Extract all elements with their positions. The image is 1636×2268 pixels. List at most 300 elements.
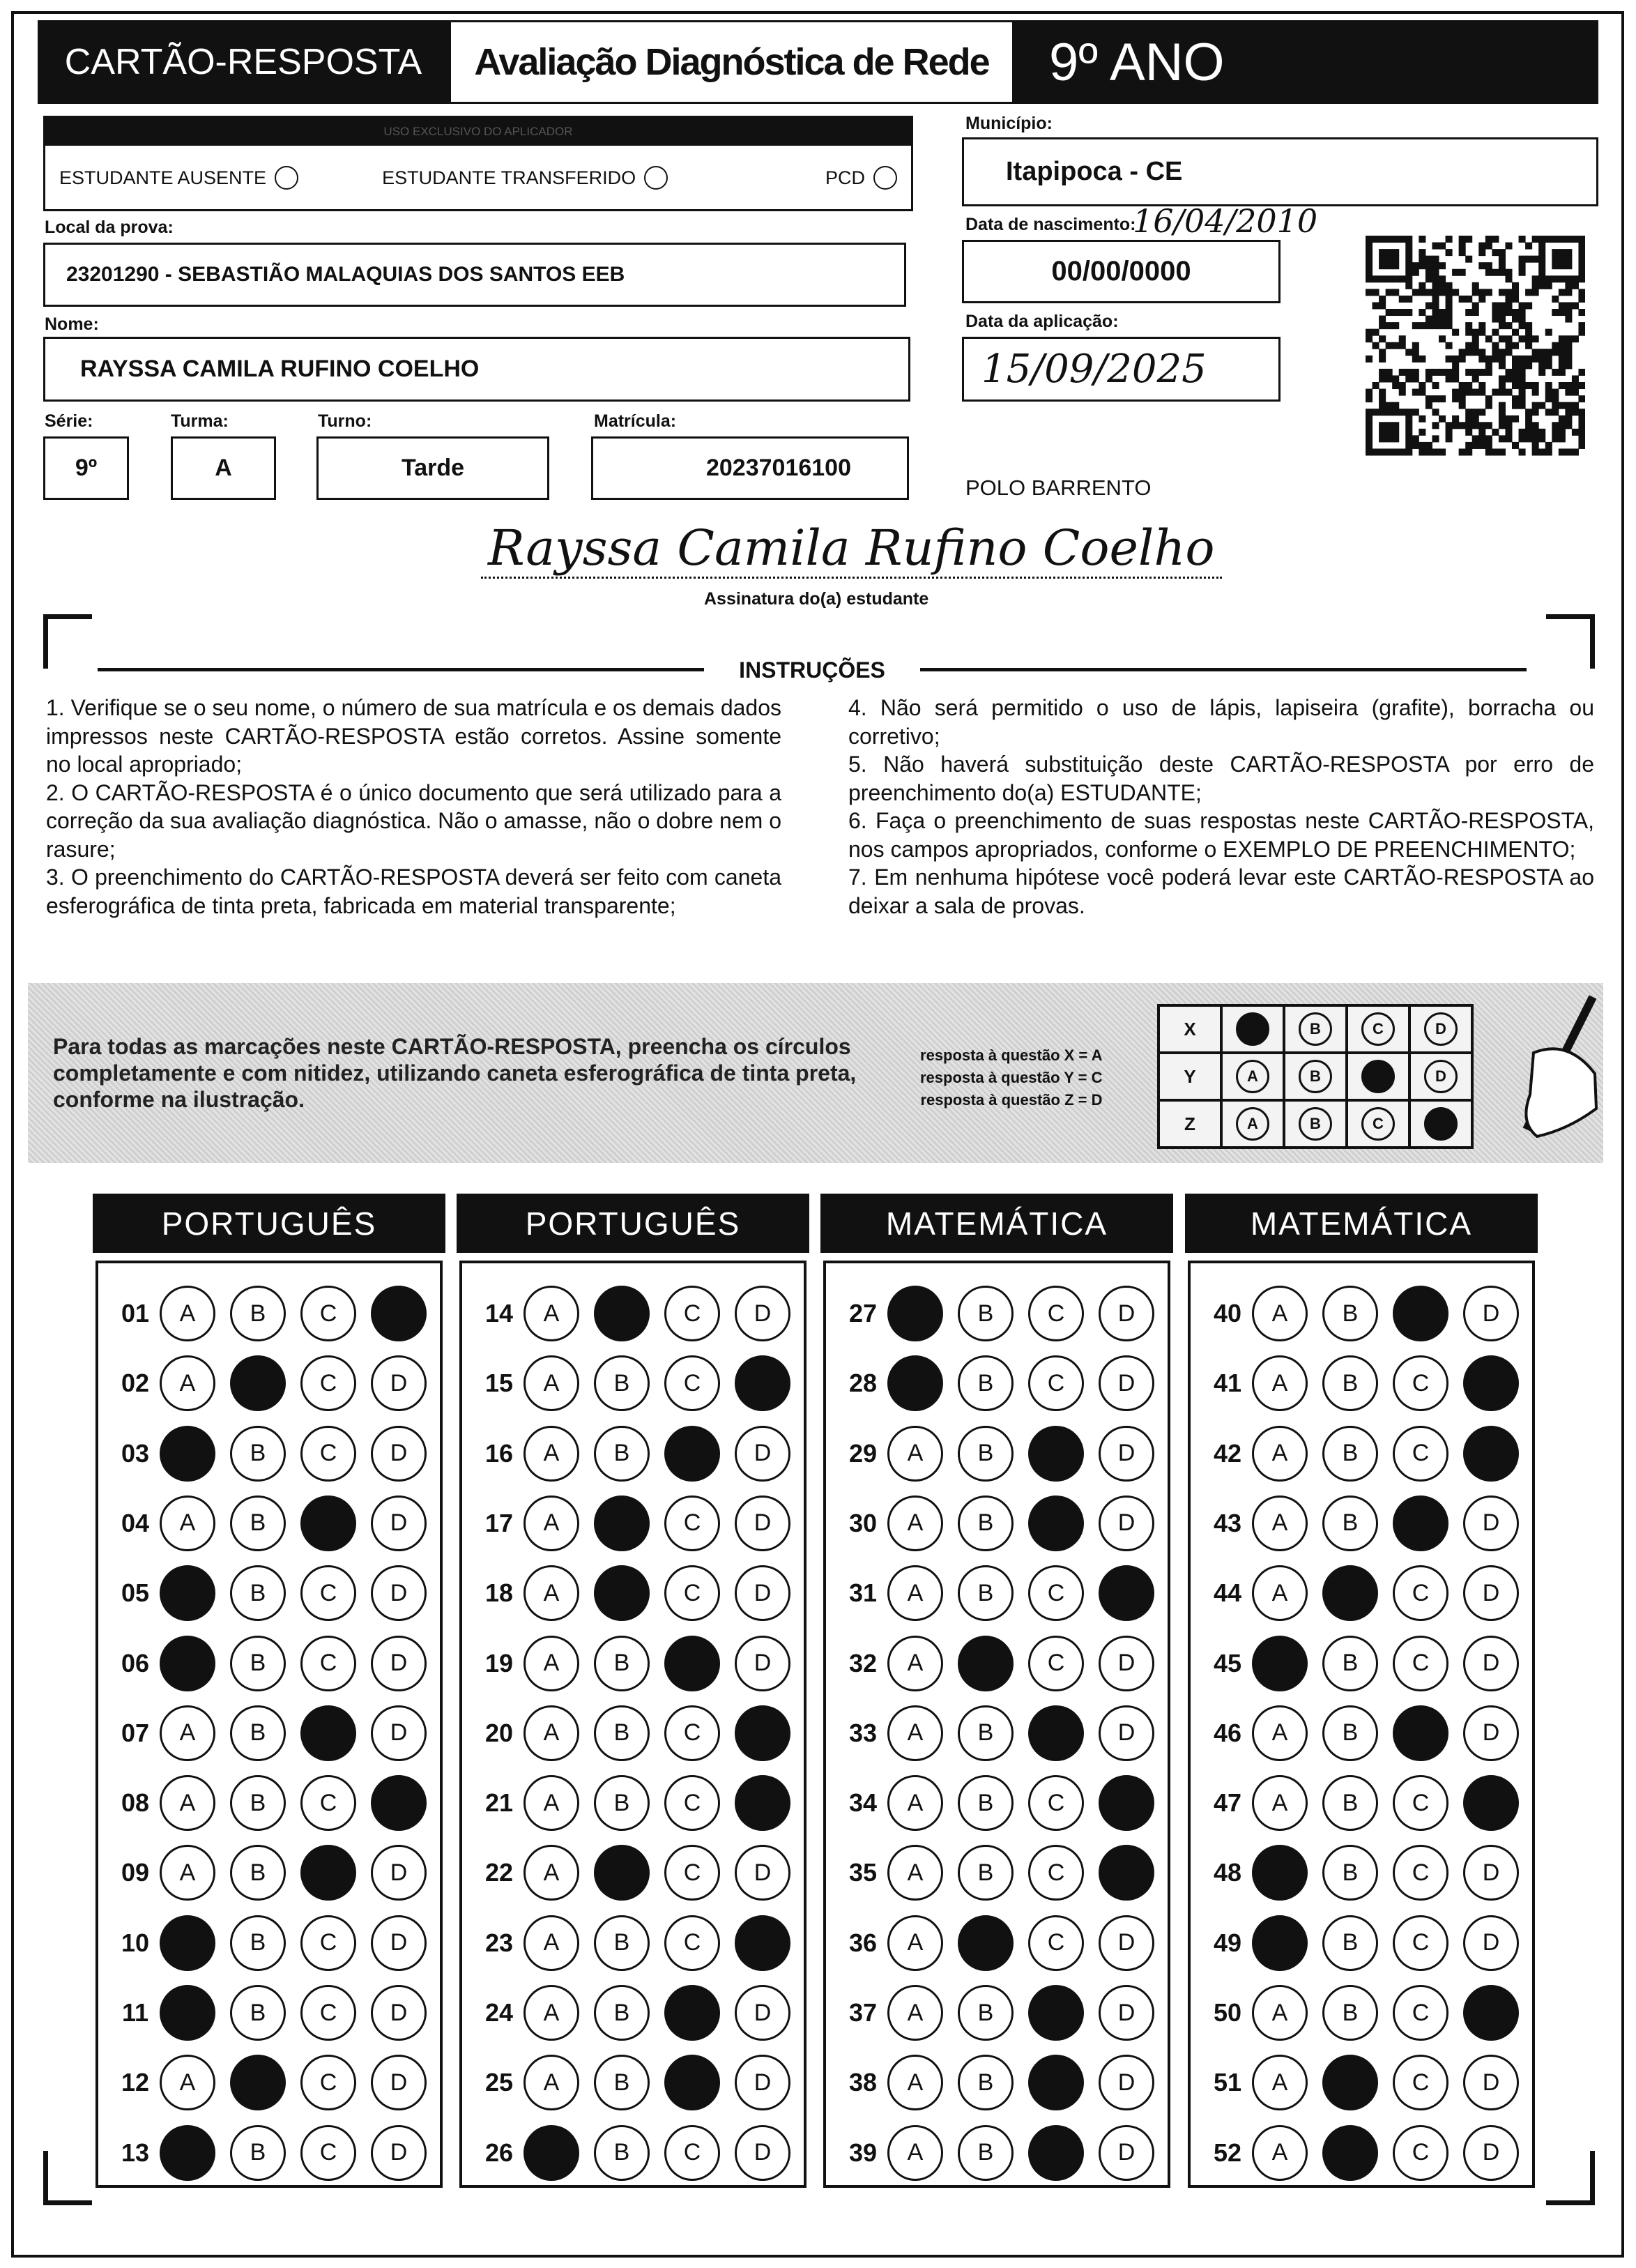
answer-bubble-d[interactable] — [735, 1355, 790, 1411]
answer-bubble-c[interactable] — [664, 1985, 720, 2041]
answer-bubble-b[interactable] — [1322, 1775, 1378, 1831]
option-letter: A — [543, 1719, 560, 1746]
example-bubble: A — [1236, 1012, 1269, 1046]
answer-bubble-c[interactable] — [300, 1426, 356, 1482]
answer-bubble-c[interactable] — [664, 1705, 720, 1761]
answer-bubble-c[interactable] — [664, 1495, 720, 1551]
answer-bubble-d[interactable] — [1099, 1426, 1154, 1482]
answer-bubble-b[interactable] — [958, 1286, 1014, 1341]
option-letter: D — [754, 1999, 772, 2026]
answer-bubble-d[interactable] — [735, 1985, 790, 2041]
answer-bubble-c[interactable] — [1028, 1355, 1084, 1411]
answer-bubble-c[interactable] — [1028, 1426, 1084, 1482]
answer-bubble-a[interactable] — [160, 1775, 215, 1831]
answer-bubble-c[interactable] — [1028, 2125, 1084, 2181]
answer-bubble-a[interactable] — [160, 2125, 215, 2181]
answer-bubble-b[interactable] — [230, 1845, 286, 1901]
option-letter: A — [1271, 1719, 1288, 1746]
answer-row — [462, 1912, 804, 1974]
answer-bubble-b[interactable] — [1322, 1845, 1378, 1901]
answer-bubble-a[interactable] — [160, 1705, 215, 1761]
answer-bubble-a[interactable] — [523, 2055, 579, 2110]
answer-bubble-c[interactable] — [300, 1355, 356, 1411]
option-letter: D — [754, 1579, 772, 1606]
answer-bubble-d[interactable] — [1099, 1495, 1154, 1551]
answer-bubble-a[interactable] — [523, 1636, 579, 1691]
answer-bubble-c[interactable] — [1393, 2055, 1448, 2110]
application-date-label: Data da aplicação: — [965, 312, 1119, 331]
answer-bubble-c[interactable] — [1393, 1845, 1448, 1901]
answer-bubble-c[interactable] — [664, 1915, 720, 1971]
answer-bubble-a[interactable] — [1252, 1355, 1308, 1411]
answer-bubble-a[interactable] — [160, 1426, 215, 1482]
answer-bubble-c[interactable] — [1028, 1286, 1084, 1341]
answer-bubble-d[interactable] — [1463, 1636, 1519, 1691]
question-number: 21 — [484, 1788, 514, 1818]
answer-bubble-d[interactable] — [371, 2055, 427, 2110]
option-letter: C — [319, 1440, 337, 1467]
option-letter: D — [754, 1859, 772, 1886]
answer-bubble-c[interactable] — [300, 1495, 356, 1551]
answer-bubble-c[interactable] — [300, 1565, 356, 1621]
answer-bubble-c[interactable] — [1028, 1775, 1084, 1831]
card-title: CARTÃO-RESPOSTA — [38, 20, 449, 104]
answer-bubble-b[interactable] — [958, 1985, 1014, 2041]
answer-bubble-d[interactable] — [1463, 1355, 1519, 1411]
answer-bubble-b[interactable] — [958, 2125, 1014, 2181]
answer-bubble-a[interactable] — [887, 1426, 943, 1482]
answer-bubble-a[interactable] — [523, 1985, 579, 2041]
answer-bubble-c[interactable] — [300, 1705, 356, 1761]
answer-bubble-a[interactable] — [887, 2125, 943, 2181]
answer-bubble-a[interactable] — [1252, 1426, 1308, 1482]
answer-bubble-b[interactable] — [230, 1985, 286, 2041]
serie-field: 9º — [43, 436, 129, 500]
option-letter: B — [977, 1369, 994, 1396]
answer-bubble-b[interactable] — [1322, 1636, 1378, 1691]
answer-bubble-b[interactable] — [1322, 1565, 1378, 1621]
answer-bubble-c[interactable] — [300, 1915, 356, 1971]
answer-bubble-d[interactable] — [1099, 1845, 1154, 1901]
option-letter: C — [1412, 1789, 1430, 1816]
option-letter: B — [613, 2069, 630, 2096]
answer-bubble-c[interactable] — [1028, 1636, 1084, 1691]
answer-bubble-b[interactable] — [230, 1426, 286, 1482]
answer-bubble-d[interactable] — [371, 1705, 427, 1761]
answer-row — [462, 1981, 804, 2044]
answer-bubble-b[interactable] — [594, 1565, 650, 1621]
answer-bubble-a[interactable] — [887, 1636, 943, 1691]
answer-row — [98, 1702, 440, 1765]
answer-bubble-b[interactable] — [958, 1426, 1014, 1482]
answer-bubble-a[interactable] — [887, 1985, 943, 2041]
answer-bubble-a[interactable] — [1252, 2125, 1308, 2181]
option-letter: A — [543, 1509, 560, 1537]
question-number: 15 — [484, 1369, 514, 1398]
option-letter: D — [1482, 1719, 1500, 1746]
answer-bubble-b[interactable] — [594, 1636, 650, 1691]
answer-bubble-d[interactable] — [735, 1565, 790, 1621]
option-letter: D — [390, 1579, 408, 1606]
answer-bubble-c[interactable] — [1028, 1845, 1084, 1901]
answer-bubble-b[interactable] — [230, 2125, 286, 2181]
pcd-radio[interactable] — [873, 166, 897, 190]
answer-bubble-b[interactable] — [594, 1845, 650, 1901]
answer-row — [826, 1492, 1168, 1555]
answer-bubble-d[interactable] — [371, 1845, 427, 1901]
answer-bubble-c[interactable] — [300, 1845, 356, 1901]
answer-bubble-a[interactable] — [523, 1495, 579, 1551]
option-letter: C — [1412, 1999, 1430, 2026]
question-number: 02 — [121, 1369, 150, 1398]
answer-bubble-a[interactable] — [160, 1495, 215, 1551]
absent-radio[interactable] — [275, 166, 298, 190]
answer-bubble-c[interactable] — [1393, 1565, 1448, 1621]
example-question-label: Y — [1159, 1053, 1221, 1100]
answer-bubble-c[interactable] — [1393, 1985, 1448, 2041]
answer-bubble-a[interactable] — [1252, 1636, 1308, 1691]
answer-bubble-a[interactable] — [523, 1286, 579, 1341]
answer-bubble-b[interactable] — [230, 1495, 286, 1551]
serie-label: Série: — [45, 411, 93, 431]
answer-bubble-d[interactable] — [1099, 2055, 1154, 2110]
answer-bubble-d[interactable] — [1463, 1985, 1519, 2041]
answer-bubble-c[interactable] — [664, 1426, 720, 1482]
answer-bubble-d[interactable] — [735, 1915, 790, 1971]
answer-bubble-a[interactable] — [887, 1355, 943, 1411]
answer-bubble-d[interactable] — [1463, 1286, 1519, 1341]
answer-row — [1191, 1352, 1532, 1415]
answer-bubble-d[interactable] — [735, 1775, 790, 1831]
question-number: 16 — [484, 1438, 514, 1468]
answer-bubble-a[interactable] — [160, 1355, 215, 1411]
question-number: 38 — [848, 2068, 878, 2097]
answer-bubble-a[interactable] — [523, 1915, 579, 1971]
answer-bubble-a[interactable] — [523, 1705, 579, 1761]
answer-bubble-b[interactable] — [230, 1286, 286, 1341]
answer-bubble-d[interactable] — [1099, 1915, 1154, 1971]
legend-line: resposta à questão X = A — [920, 1047, 1103, 1064]
answer-bubble-a[interactable] — [1252, 1705, 1308, 1761]
option-letter: A — [179, 1509, 196, 1537]
answer-bubble-d[interactable] — [371, 1426, 427, 1482]
answer-bubble-d[interactable] — [1463, 1845, 1519, 1901]
answer-column — [95, 1261, 443, 2188]
answer-bubble-c[interactable] — [300, 2055, 356, 2110]
answer-bubble-d[interactable] — [735, 1286, 790, 1341]
answer-bubble-d[interactable] — [1463, 1426, 1519, 1482]
answer-bubble-a[interactable] — [1252, 1915, 1308, 1971]
answer-bubble-b[interactable] — [1322, 1286, 1378, 1341]
answer-bubble-b[interactable] — [958, 1355, 1014, 1411]
answer-bubble-b[interactable] — [230, 2055, 286, 2110]
answer-bubble-d[interactable] — [371, 1286, 427, 1341]
answer-row — [462, 1562, 804, 1624]
option-letter: B — [977, 1440, 994, 1467]
answer-bubble-c[interactable] — [300, 2125, 356, 2181]
answer-bubble-b[interactable] — [594, 1915, 650, 1971]
answer-bubble-c[interactable] — [1393, 1426, 1448, 1482]
option-letter: B — [613, 1929, 630, 1956]
answer-bubble-d[interactable] — [735, 1495, 790, 1551]
answer-bubble-a[interactable] — [887, 1705, 943, 1761]
answer-bubble-b[interactable] — [958, 1636, 1014, 1691]
answer-bubble-b[interactable] — [230, 1355, 286, 1411]
answer-bubble-d[interactable] — [1099, 1775, 1154, 1831]
answer-bubble-d[interactable] — [1099, 1985, 1154, 2041]
answer-bubble-c[interactable] — [1028, 1705, 1084, 1761]
option-letter: D — [754, 1509, 772, 1537]
answer-bubble-b[interactable] — [594, 1495, 650, 1551]
question-number: 42 — [1213, 1438, 1242, 1468]
answer-bubble-a[interactable] — [160, 1915, 215, 1971]
answer-bubble-c[interactable] — [1028, 1915, 1084, 1971]
municipio-label: Município: — [965, 114, 1053, 133]
answer-bubble-a[interactable] — [1252, 2055, 1308, 2110]
option-letter: C — [683, 1369, 701, 1396]
option-letter: D — [390, 1509, 408, 1537]
option-letter: B — [613, 1999, 630, 2026]
answer-bubble-d[interactable] — [735, 1845, 790, 1901]
answer-bubble-b[interactable] — [594, 1426, 650, 1482]
question-number: 28 — [848, 1369, 878, 1398]
question-number: 36 — [848, 1928, 878, 1957]
answer-bubble-a[interactable] — [887, 1565, 943, 1621]
answer-bubble-c[interactable] — [1393, 1915, 1448, 1971]
instruction-item: 2. O CARTÃO-RESPOSTA é o único documento que será utilizado para a correção da sua avaliação diagnóstica. Não o amasse, não o dobre nem o rasure; — [46, 779, 781, 862]
option-letter: A — [179, 1300, 196, 1327]
option-letter: B — [977, 1300, 994, 1327]
answer-bubble-a[interactable] — [523, 2125, 579, 2181]
option-letter: A — [1271, 1509, 1288, 1537]
option-letter: C — [683, 1789, 701, 1816]
option-letter: B — [250, 1650, 266, 1676]
option-letter: A — [907, 1650, 924, 1676]
answer-bubble-b[interactable] — [958, 2055, 1014, 2110]
answer-row — [1191, 1562, 1532, 1624]
answer-bubble-a[interactable] — [523, 1426, 579, 1482]
option-letter: D — [390, 1859, 408, 1886]
answer-bubble-c[interactable] — [1393, 1775, 1448, 1831]
question-number: 49 — [1213, 1928, 1242, 1957]
answer-bubble-a[interactable] — [1252, 1775, 1308, 1831]
answer-bubble-a[interactable] — [160, 1636, 215, 1691]
answer-bubble-a[interactable] — [887, 1495, 943, 1551]
example-bubble: A — [1236, 1107, 1269, 1141]
student-signature: Rayssa Camila Rufino Coelho — [481, 519, 1222, 579]
answer-bubble-b[interactable] — [594, 1286, 650, 1341]
answer-row — [826, 1562, 1168, 1624]
answer-row — [98, 1981, 440, 2044]
answer-bubble-c[interactable] — [664, 1775, 720, 1831]
answer-bubble-d[interactable] — [1463, 1495, 1519, 1551]
option-letter: C — [683, 1300, 701, 1327]
answer-bubble-a[interactable] — [523, 1775, 579, 1831]
answer-bubble-c[interactable] — [1393, 1705, 1448, 1761]
answer-bubble-b[interactable] — [230, 1915, 286, 1971]
answer-bubble-c[interactable] — [1028, 1565, 1084, 1621]
answer-bubble-a[interactable] — [887, 1286, 943, 1341]
answer-bubble-c[interactable] — [664, 1565, 720, 1621]
option-letter: D — [390, 2069, 408, 2096]
answer-bubble-c[interactable] — [1028, 1495, 1084, 1551]
local-label: Local da prova: — [45, 218, 174, 237]
answer-bubble-c[interactable] — [300, 1636, 356, 1691]
answer-bubble-a[interactable] — [1252, 1985, 1308, 2041]
answer-bubble-b[interactable] — [1322, 1495, 1378, 1551]
answer-bubble-d[interactable] — [371, 1985, 427, 2041]
option-letter: C — [683, 1929, 701, 1956]
example-cell — [1347, 1100, 1409, 1148]
answer-bubble-d[interactable] — [735, 2125, 790, 2181]
answer-bubble-b[interactable] — [594, 1355, 650, 1411]
answer-bubble-b[interactable] — [1322, 1915, 1378, 1971]
option-letter: C — [683, 1859, 701, 1886]
option-letter: D — [754, 1440, 772, 1467]
answer-bubble-c[interactable] — [664, 2125, 720, 2181]
option-letter: B — [977, 1859, 994, 1886]
answer-bubble-d[interactable] — [735, 1705, 790, 1761]
answer-row — [1191, 1422, 1532, 1485]
answer-bubble-c[interactable] — [300, 1985, 356, 2041]
answer-bubble-b[interactable] — [958, 1565, 1014, 1621]
answer-bubble-c[interactable] — [664, 2055, 720, 2110]
answer-bubble-d[interactable] — [1463, 1565, 1519, 1621]
answer-bubble-c[interactable] — [1393, 1636, 1448, 1691]
turno-label: Turno: — [318, 411, 372, 431]
birthdate-handwritten: 16/04/2010 — [1133, 202, 1318, 240]
answer-bubble-c[interactable] — [1393, 2125, 1448, 2181]
answer-bubble-d[interactable] — [371, 1636, 427, 1691]
question-number: 12 — [121, 2068, 150, 2097]
option-letter: A — [907, 1509, 924, 1537]
answer-bubble-b[interactable] — [1322, 1355, 1378, 1411]
answer-bubble-d[interactable] — [1463, 1775, 1519, 1831]
answer-bubble-a[interactable] — [1252, 1286, 1308, 1341]
option-letter: A — [179, 2069, 196, 2096]
answer-bubble-b[interactable] — [958, 1845, 1014, 1901]
option-letter: A — [1271, 1440, 1288, 1467]
answer-bubble-b[interactable] — [1322, 2055, 1378, 2110]
answer-bubble-d[interactable] — [735, 1426, 790, 1482]
answer-bubble-d[interactable] — [1099, 1286, 1154, 1341]
answer-bubble-d[interactable] — [1463, 1705, 1519, 1761]
answer-bubble-b[interactable] — [594, 1705, 650, 1761]
answer-bubble-b[interactable] — [230, 1775, 286, 1831]
answer-bubble-a[interactable] — [887, 1915, 943, 1971]
answer-bubble-d[interactable] — [1463, 2125, 1519, 2181]
option-letter: A — [1271, 2069, 1288, 2096]
answer-bubble-a[interactable] — [523, 1355, 579, 1411]
option-letter: A — [1271, 1579, 1288, 1606]
answer-bubble-d[interactable] — [1463, 1915, 1519, 1971]
answer-bubble-d[interactable] — [371, 1495, 427, 1551]
answer-bubble-a[interactable] — [1252, 1845, 1308, 1901]
answer-bubble-c[interactable] — [664, 1355, 720, 1411]
answer-bubble-b[interactable] — [594, 1985, 650, 2041]
question-number: 27 — [848, 1299, 878, 1327]
answer-bubble-d[interactable] — [1099, 1565, 1154, 1621]
answer-bubble-a[interactable] — [160, 1845, 215, 1901]
answer-bubble-d[interactable] — [371, 1565, 427, 1621]
answer-bubble-b[interactable] — [1322, 2125, 1378, 2181]
answer-bubble-a[interactable] — [1252, 1495, 1308, 1551]
answer-bubble-b[interactable] — [1322, 1705, 1378, 1761]
question-number: 06 — [121, 1648, 150, 1677]
answer-row — [826, 2122, 1168, 2184]
answer-bubble-a[interactable] — [160, 1286, 215, 1341]
option-letter: D — [1117, 2139, 1136, 2166]
answer-bubble-d[interactable] — [1099, 2125, 1154, 2181]
question-number: 14 — [484, 1299, 514, 1327]
answer-bubble-c[interactable] — [1393, 1286, 1448, 1341]
answer-bubble-c[interactable] — [664, 1845, 720, 1901]
answer-bubble-b[interactable] — [958, 1915, 1014, 1971]
answer-bubble-b[interactable] — [230, 1636, 286, 1691]
example-cell — [1347, 1053, 1409, 1100]
answer-bubble-a[interactable] — [160, 1565, 215, 1621]
option-letter: A — [543, 1929, 560, 1956]
question-number: 09 — [121, 1858, 150, 1887]
answer-bubble-d[interactable] — [1099, 1636, 1154, 1691]
answer-row — [98, 1632, 440, 1695]
answer-bubble-d[interactable] — [735, 2055, 790, 2110]
answer-bubble-d[interactable] — [1463, 2055, 1519, 2110]
answer-bubble-c[interactable] — [1393, 1495, 1448, 1551]
answer-bubble-a[interactable] — [160, 2055, 215, 2110]
answer-bubble-c[interactable] — [300, 1775, 356, 1831]
transferred-radio[interactable] — [644, 166, 668, 190]
answer-bubble-c[interactable] — [664, 1286, 720, 1341]
answer-bubble-a[interactable] — [887, 1775, 943, 1831]
answer-row — [98, 2122, 440, 2184]
answer-bubble-d[interactable] — [371, 1775, 427, 1831]
answer-bubble-a[interactable] — [160, 1985, 215, 2041]
option-letter: D — [1482, 2069, 1500, 2096]
answer-bubble-b[interactable] — [230, 1705, 286, 1761]
answer-bubble-d[interactable] — [1099, 1355, 1154, 1411]
answer-bubble-b[interactable] — [958, 1705, 1014, 1761]
answer-bubble-b[interactable] — [594, 2125, 650, 2181]
answer-bubble-b[interactable] — [1322, 1985, 1378, 2041]
answer-bubble-d[interactable] — [371, 2125, 427, 2181]
answer-bubble-c[interactable] — [1393, 1355, 1448, 1411]
answer-bubble-d[interactable] — [371, 1915, 427, 1971]
option-letter: D — [1117, 1650, 1136, 1676]
answer-bubble-b[interactable] — [230, 1565, 286, 1621]
answer-bubble-a[interactable] — [523, 1565, 579, 1621]
instruction-item: 5. Não haverá substituição deste CARTÃO-RESPOSTA por erro de preenchimento do(a) ESTUDANTE; — [848, 752, 1594, 805]
answer-bubble-a[interactable] — [523, 1845, 579, 1901]
answer-bubble-d[interactable] — [735, 1636, 790, 1691]
answer-bubble-a[interactable] — [887, 1845, 943, 1901]
answer-bubble-d[interactable] — [1099, 1705, 1154, 1761]
answer-bubble-c[interactable] — [1028, 2055, 1084, 2110]
answer-bubble-c[interactable] — [300, 1286, 356, 1341]
qr-code-icon — [1366, 236, 1585, 457]
answer-bubble-b[interactable] — [1322, 1426, 1378, 1482]
answer-bubble-b[interactable] — [958, 1495, 1014, 1551]
answer-bubble-b[interactable] — [594, 2055, 650, 2110]
answer-bubble-a[interactable] — [887, 2055, 943, 2110]
answer-bubble-a[interactable] — [1252, 1565, 1308, 1621]
answer-bubble-c[interactable] — [664, 1636, 720, 1691]
answer-bubble-b[interactable] — [958, 1775, 1014, 1831]
answer-bubble-c[interactable] — [1028, 1985, 1084, 2041]
option-letter: B — [1342, 1789, 1359, 1816]
answer-bubble-d[interactable] — [371, 1355, 427, 1411]
answer-bubble-b[interactable] — [594, 1775, 650, 1831]
